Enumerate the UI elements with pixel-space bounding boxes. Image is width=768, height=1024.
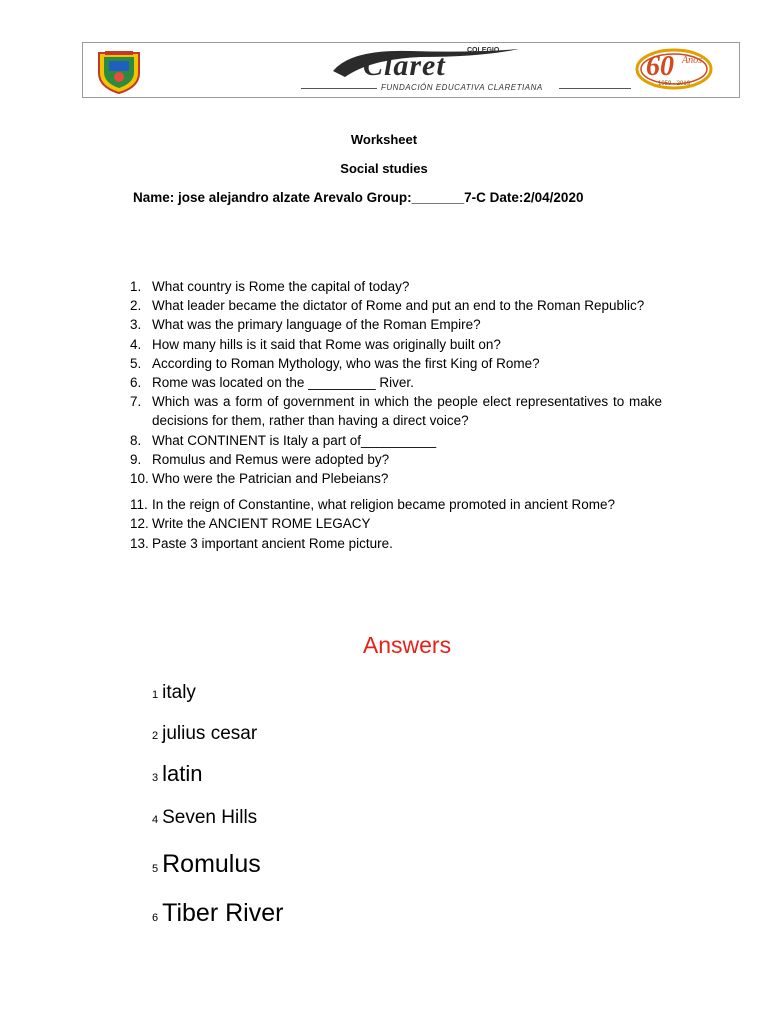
answers-heading: Answers	[362, 632, 452, 658]
anniversary-word: Años	[682, 55, 702, 66]
foundation-name: FUNDACIÓN EDUCATIVA CLARETIANA	[381, 83, 543, 92]
list-item: 5. According to Roman Mythology, who was the first King of Rome?	[130, 355, 540, 371]
list-item: 2. What leader became the dictator of Rome and put an end to the Roman Republic?	[130, 298, 645, 314]
answer-item: 1 italy	[152, 682, 196, 703]
answer-item: 4 Seven Hills	[152, 807, 258, 828]
student-info-line: Name: jose alejandro alzate Arevalo Group:_______7-C Date:2/04/2020	[133, 190, 584, 205]
divider	[301, 88, 377, 89]
worksheet-title: Worksheet	[350, 132, 418, 147]
answer-item: 5 Romulus	[152, 850, 261, 878]
list-item: 10. Who were the Patrician and Plebeians?	[130, 471, 389, 487]
divider	[559, 88, 631, 89]
list-item: 4. How many hills is it said that Rome was originally built on?	[130, 336, 501, 352]
claret-logo	[301, 45, 631, 97]
school-name: Claret	[363, 49, 446, 82]
list-item: 6. Rome was located on the _________ River.	[130, 375, 414, 391]
school-shield-icon	[95, 47, 143, 95]
school-header	[82, 42, 740, 98]
colegio-label: COLEGIO	[467, 47, 500, 54]
list-item: 3. What was the primary language of the Roman Empire?	[130, 317, 481, 333]
anniversary-logo	[634, 47, 714, 95]
question-list	[130, 277, 662, 553]
anniversary-years: 1959 - 2019	[658, 81, 691, 87]
answer-item: 2 julius cesar	[152, 723, 258, 744]
answer-item: 3 latin	[152, 761, 203, 786]
list-item: 1. What country is Rome the capital of today?	[130, 279, 410, 294]
list-item: 13. Paste 3 important ancient Rome picture.	[130, 535, 393, 551]
anniversary-number: 60	[646, 51, 674, 82]
subject-title: Social studies	[340, 161, 428, 176]
list-item: 11. In the reign of Constantine, what religion became promoted in ancient Rome?	[130, 497, 616, 513]
answer-item: 6 Tiber River	[152, 899, 284, 927]
list-item: 12. Write the ANCIENT ROME LEGACY	[130, 516, 371, 532]
list-item: 7. Which was a form of government in which the people elect representatives to make decisions for them, rather than having a direct voice?	[130, 394, 662, 429]
list-item: 9. Romulus and Remus were adopted by?	[130, 451, 390, 467]
list-item: 8. What CONTINENT is Italy a part of__________	[130, 432, 437, 448]
